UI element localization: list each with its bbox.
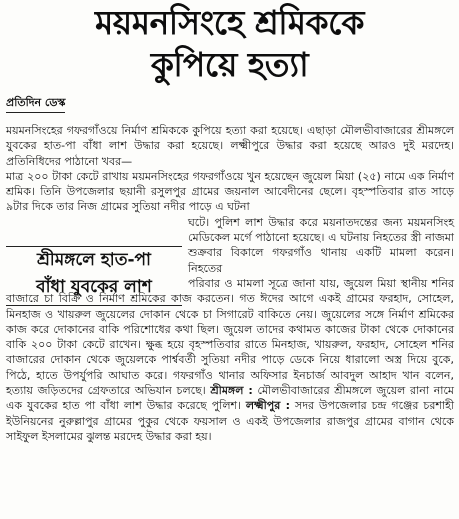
- article-body: [6, 123, 454, 444]
- sub-headline-line-2: বাঁধা যুবকের লাশ: [36, 277, 152, 297]
- sreemangal-label: শ্রীমঙ্গল :: [210, 384, 253, 398]
- laxmipur-text: সদর উপজেলার চন্দ্র গঞ্জের চরশাহী ইউনিয়নের নুরুল্লাপুর গ্রামের পুকুর থেকে ফয়সাল ও একই উপজেলার রাজপুর গ্রামের বাগান থেকে সাইফুল ইসলামের ঝুলন্ত মরদেহ উদ্ধার করা হয়।: [6, 399, 454, 443]
- laxmipur-label: লক্ষ্মীপুর :: [245, 399, 290, 413]
- article-para-details-text: পরিবার ও মামলা সূত্রে জানা যায়, জুয়েল মিয়া স্থানীয় শনির বাজারে চা বিক্রি ও নির্মাণ শ্রমিকের কাজ করতেন। গত ঈদের আগে একই গ্রামের ফরহাদ, সোহেল, মিনহাজ ও খায়রুল জুয়েলের দোকান থেকে চা সিগারেট বাকিতে নেয়। জুয়েলের সঙ্গে নির্মাণ শ্রমিকের কাজ করে দোকানের বাকি পরিশোধের কথা ছিল। জুয়েল তাদের কথামত কাজের টাকা থেকে দোকানের বাকি ২০০ টাকা কেটে রাখেন। ক্ষুব্ধ হয়ে বৃহস্পতিবার রাতে মিনহাজ, খায়রুল, ফরহাদ, সোহেল শনির বাজারের দোকান থেকে জুয়েলকে পার্শ্ববর্তী সুতিয়া নদীর পাড়ে ডেকে নিয়ে ধারালো অস্ত্র দিয়ে বুকে, পিঠে, হাতে উপর্যুপরি আঘাত করে। গফরগাঁও থানার অফিসার ইনচার্জ আবদুল আহাদ খান বলেন, হত্যায় জড়িতদের গ্রেফতারে অভিযান চলছে।: [6, 276, 454, 398]
- byline: প্রতিদিন ডেস্ক: [6, 96, 65, 113]
- sub-headline-line-1: শ্রীমঙ্গলে হাত-পা: [37, 250, 151, 270]
- article-para-gafargaon: [6, 169, 454, 215]
- article-intro: ময়মনসিংহের গফরগাঁওয়ে নির্মাণ শ্রমিককে কুপিয়ে হত্যা করা হয়েছে। এছাড়া মৌলভীবাজারের শ্রীমঙ্গলে যুবকের হাত-পা বাঁধা লাশ উদ্ধার করা হয়েছে। লক্ষ্মীপুরে উদ্ধার করা হয়েছে আরও দুই মরদেহ। প্রতিনিধিদের পাঠানো খবর—: [6, 124, 454, 168]
- article-para-gafargaon-start: মাত্র ২০০ টাকা কেটে রাখায় ময়মনসিংহের গফরগাঁওয়ে খুন হয়েছেন জুয়েল মিয়া (২৫) নামে এক নির্মাণ শ্রমিক। তিনি উপজেলার ছয়ানী রসুলপুর গ্রামের জয়নাল আবেদীনের ছেলে। বৃহস্পতিবার রাত সাড়ে ৯টার দিকে তার নিজ গ্রামের সুতিয়া নদীর পাড়ে এ ঘটনা: [6, 169, 454, 214]
- headline: [0, 2, 459, 86]
- sub-headline-space: [6, 215, 188, 277]
- headline-line-2: কুপিয়ে হত্যা: [150, 45, 309, 84]
- article-para-wrap: ঘটে। পুলিশ লাশ উদ্ধার করে ময়নাতদন্তের জন্য ময়মনসিংহ মেডিকেল মর্গে পাঠানো হয়েছে। এ ঘটনায় নিহতের স্ত্রী নাজমা শুক্রবার বিকালে গফরগাঁও থানায় একটি মামলা করেন। নিহতের: [188, 215, 454, 275]
- headline-line-1: ময়মনসিংহে শ্রমিককে: [94, 3, 364, 42]
- sreemangal-text: মৌলভীবাজারের শ্রীমঙ্গলে জুয়েল রানা নামে এক যুবকের হাত পা বাঁধা লাশ উদ্ধার করেছে পুলিশ।: [6, 384, 454, 413]
- article-para-details: [6, 276, 454, 444]
